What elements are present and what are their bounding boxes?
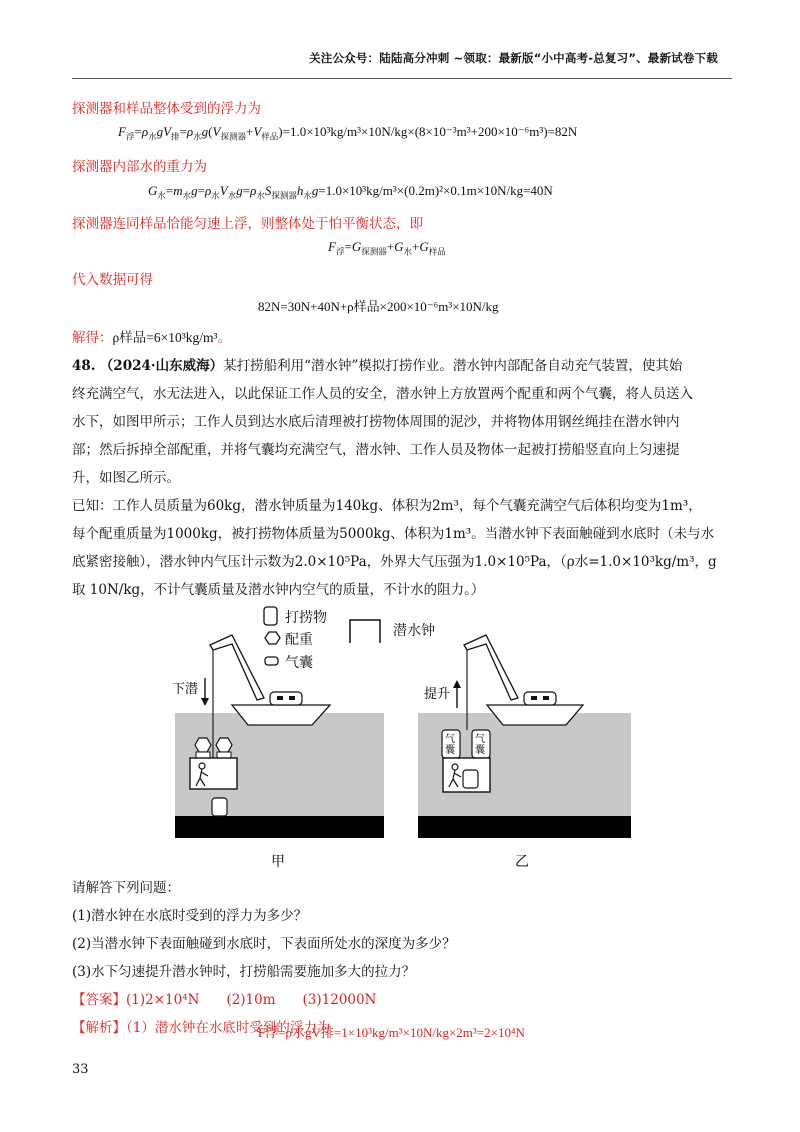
answer-tag: 【答案】 [72,992,126,1008]
solution-line-5: 解得：ρ样品=6×10³kg/m³。 [72,330,232,346]
airbag-label-right: 气囊 [475,734,485,756]
crane-arm-a [210,635,264,700]
caption-b: 乙 [515,854,529,870]
seabed-a [175,816,384,838]
questions-block: 请解答下列问题： (1)潜水钟在水底时受到的浮力为多少？ (2)当潜水钟下表面触碰到水底时，下表面所处水的深度为多少？ (3)水下匀速提升潜水钟时，打捞船需要施加多大的拉力？ 【答案】(1)2×10⁴N (2)10m (3)12000N 【解析】（1）潜水钟在水底时受到的浮力为 [72,880,456,1036]
solution-line-1: 探测器和样品整体受到的浮力为 [72,101,261,117]
solution-line-4: 代入数据可得 [72,272,153,288]
solution-line-3: 探测器连同样品恰能匀速上浮，则整体处于怕平衡状态，即 [72,216,423,232]
crane-arm-b [464,635,518,700]
panel-a [172,635,384,870]
label-down: 下潜 [172,682,199,697]
salvage-object-b [463,770,478,788]
diving-bell-figure [0,600,800,870]
header-rule [72,78,732,79]
ship-cabin-a [270,692,302,705]
panel-b [418,635,631,870]
airbag-legend-icon [265,657,278,665]
legend-salvage: 打捞物 [285,610,327,626]
ship-hull-a [232,705,330,725]
seabed-b [418,816,631,838]
legend-airbag: 气囊 [285,655,313,671]
equation-2: $G_水=m_水g=\rho_水V_水g=\rho_水S_{探测器}h_水g=1.0\times 10^3kg/m^3\times(0.2m)^2\times 0.1m\times 10N/kg=40N$ [148,183,553,201]
down-arrow-icon [201,698,209,706]
answer-text: (1)2×10⁴N (2)10m (3)12000N [126,992,377,1008]
analysis-tag: 【解析】 [72,1020,126,1036]
weight-legend-icon [265,632,280,644]
label-up: 提升 [424,687,451,702]
up-arrow-icon [453,680,461,688]
ship-cabin-b [524,692,556,705]
bell-legend-icon [350,620,380,643]
page-header: 关注公众号：陆陆高分冲刺 ~领取：最新版“小中高考-总复习”、最新试卷下载 [309,51,718,65]
salvage-object-a [212,798,227,816]
legend-weight: 配重 [285,632,313,648]
ship-hull-b [487,705,583,725]
equation-3: $F_浮=G_{探测器}+G_水+G_{样品}$ [328,239,446,257]
analysis-text: （1）潜水钟在水底时受到的浮力为 [126,1020,331,1036]
salvage-legend-icon [264,607,277,625]
equation-1: $F_浮=\rho_水gV_排=\rho_水g(V_{探测器}+V_{样品})=1.0\times 10^3kg/m^3\times 10N/kg\times(8\times 10^{-3}m^3+200\times 10^{-6}m^3)=82N$ [118,124,578,142]
problem-statement: 48. （2024·山东威海）某打捞船利用“潜水钟”模拟打捞作业。潜水钟内部配备自动充气装置，使其始 终充满空气，水无法进入，以此保证工作人员的安全，潜水钟上方放置两个配重和两个气囊，将人员送入 水下，如图甲所示；工作人员到达水底后清理被打捞物体周围的泥沙，并将物体用钢丝绳挂在潜水钟内 部；然后拆掉全部配重，并将气囊均充满空气，潜水钟、工作人员及物体一起被打捞船竖直向上匀速提 升，如图乙所示。 已知：工作人员质量为60kg，潜水钟质量为140kg、体积为2m³，每个气囊充满空气后体积均变为1m³， 每个配重质量为1000kg，被打捞物体质量为5000kg、体积为1m³。当潜水钟下表面触碰到水底时（未与水 底紧密接触），潜水钟内气压计示数为2.0×10⁵Pa，外界大气压强为1.0×10⁵Pa，（ρ水=1.0×10³kg/m³，g 取 10N/kg，不计气囊质量及潜水钟内空气的质量，不计水的阻力。） [72,358,717,598]
page-number: 33 [72,1062,89,1077]
airbag-label-left: 气囊 [445,734,455,756]
equation-4: 82N=30N+40N+ρ样品×200×10⁻⁶m³×10N/kg [258,299,499,314]
analysis-equation: F浮=ρ水gV排=1×10³kg/m³×10N/kg×2m³=2×10⁴N [258,1025,525,1040]
solution-line-2: 探测器内部水的重力为 [72,159,207,175]
caption-a: 甲 [271,854,285,870]
legend-bell: 潜水钟 [393,623,435,639]
